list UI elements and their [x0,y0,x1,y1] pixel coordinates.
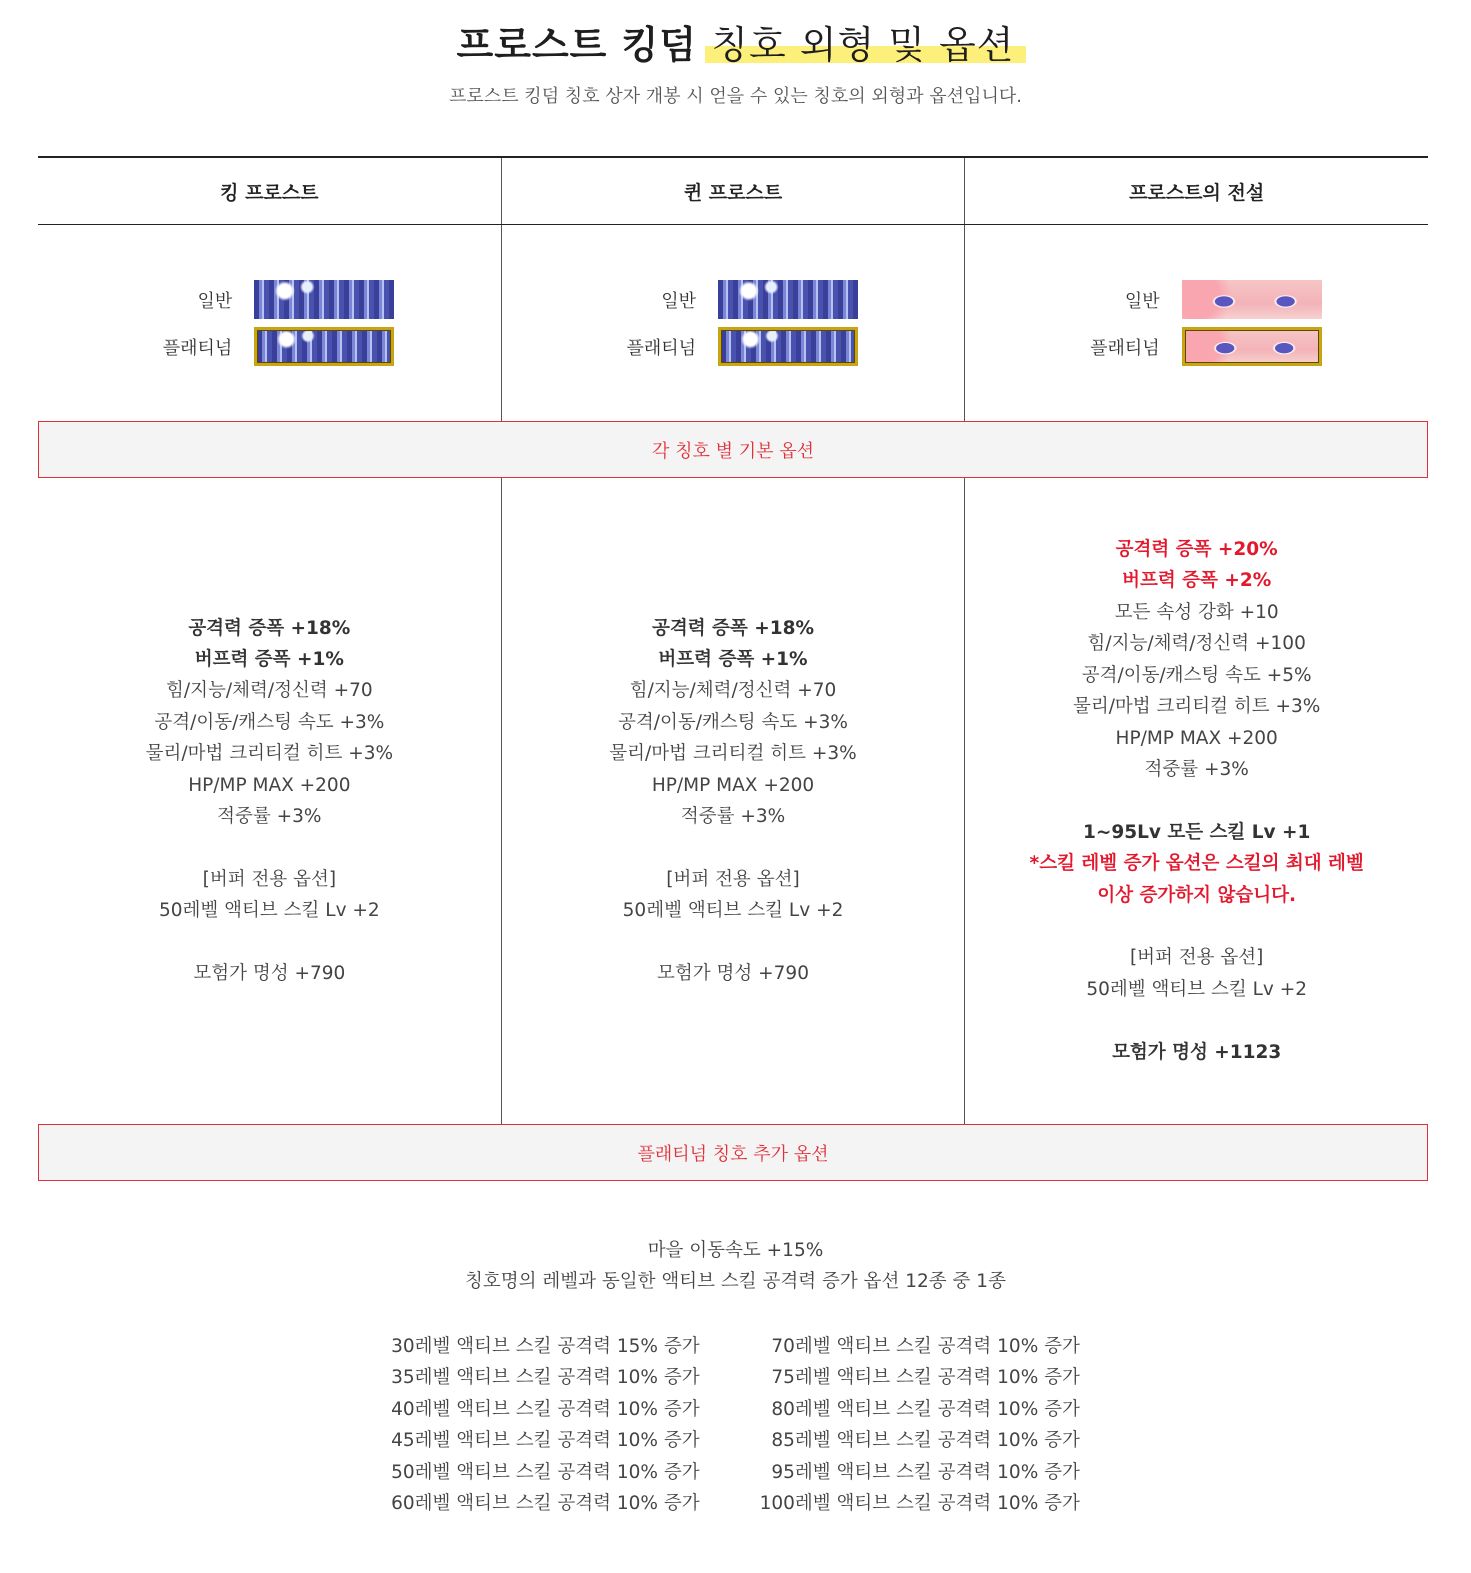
options-cell-legend [964,478,1428,1124]
list-item: 35레벨 액티브 스킬 공격력 10% 증가 [391,1367,700,1389]
normal-label: 일반 [1124,290,1160,312]
queen-frost-platinum-image [718,327,858,366]
option-line: 버프력 증폭 +1% [194,648,344,670]
list-item: 50레벨 액티브 스킬 공격력 10% 증가 [391,1461,700,1483]
option-line: 50레벨 액티브 스킬 Lv +2 [622,900,844,922]
page-title-main: 프로스트 킹덤 [456,23,698,67]
option-line: 물리/마법 크리티컬 히트 +3% [145,743,394,765]
platinum-label: 플래티넘 [1090,337,1160,359]
option-line: 공격/이동/캐스팅 속도 +5% [1081,664,1312,686]
option-line: HP/MP MAX +200 [1115,727,1278,749]
list-item: 60레벨 액티브 스킬 공격력 10% 증가 [391,1493,700,1515]
platinum-options-section-bar: 플래티넘 칭호 추가 옵션 [38,1124,1428,1181]
appearance-normal [1082,280,1332,319]
list-item: 95레벨 액티브 스킬 공격력 10% 증가 [771,1461,1080,1483]
list-item: 70레벨 액티브 스킬 공격력 10% 증가 [771,1336,1080,1357]
table-header-row [38,156,1428,225]
appearance-platinum [618,327,868,366]
option-line: 적중률 +3% [680,806,786,828]
list-item: 75레벨 액티브 스킬 공격력 10% 증가 [771,1367,1080,1389]
option-line: 공격/이동/캐스팅 속도 +3% [618,711,848,733]
queen-frost-normal-image [718,280,858,319]
appearance-normal [154,280,404,319]
normal-label: 일반 [197,290,233,312]
skill-level-line: 1~95Lv 모든 스킬 Lv +1 [1082,821,1311,843]
option-line: HP/MP MAX +200 [188,774,351,796]
option-line: 힘/지능/체력/정신력 +70 [629,680,837,702]
buffer-options-title: [버퍼 전용 옵션] [1129,947,1264,969]
king-frost-platinum-image [254,327,394,366]
buffer-options-title: [버퍼 전용 옵션] [666,868,800,890]
fame-line: 모험가 명성 +790 [657,963,809,985]
list-item: 40레벨 액티브 스킬 공격력 10% 증가 [391,1398,700,1420]
option-line: 모든 속성 강화 +10 [1114,601,1279,623]
normal-label: 일반 [661,290,696,312]
skill-option-column-right [760,1331,1080,1519]
frost-legend-normal-image [1182,280,1322,319]
list-item: 80레벨 액티브 스킬 공격력 10% 증가 [771,1398,1080,1420]
skill-note-line: *스킬 레벨 증가 옵션은 스킬의 최대 레벨 [1029,853,1364,875]
frost-legend-platinum-image [1182,327,1322,366]
appearance-cell-king [38,225,501,421]
option-line: 공격력 증폭 +18% [188,617,351,639]
skill-option-column-left [391,1331,700,1519]
column-header-queen-frost: 퀸 프로스트 [501,158,965,224]
appearance-normal [618,280,868,319]
appearance-platinum [1082,327,1332,366]
platinum-option-line: 마을 이동속도 +15% [647,1240,824,1261]
options-row [38,478,1428,1124]
option-line: 50레벨 액티브 스킬 Lv +2 [1086,978,1308,1000]
king-frost-normal-image [254,280,394,319]
page-title-highlight: 칭호 외형 및 옵션 [711,14,1014,69]
list-item: 30레벨 액티브 스킬 공격력 15% 증가 [391,1336,700,1357]
page-subtitle: 프로스트 킹덤 칭호 상자 개봉 시 얻을 수 있는 칭호의 외형과 옵션입니다. [449,86,1022,107]
option-line: 버프력 증폭 +2% [1122,570,1272,592]
appearance-cell-legend [964,225,1428,421]
column-header-king-frost: 킹 프로스트 [220,181,319,204]
appearance-cell-queen [501,225,965,421]
basic-options-section-bar: 각 칭호 별 기본 옵션 [38,421,1428,478]
fame-line: 모험가 명성 +1123 [1112,1041,1282,1063]
list-item: 85레벨 액티브 스킬 공격력 10% 증가 [771,1430,1080,1452]
option-line: 50레벨 액티브 스킬 Lv +2 [158,900,380,922]
skill-note-line: 이상 증가하지 않습니다. [1097,884,1296,906]
skill-option-list [0,1331,1471,1519]
fame-line: 모험가 명성 +790 [193,963,346,985]
option-line: 물리/마법 크리티컬 히트 +3% [1072,696,1321,718]
page-title [0,14,1471,69]
platinum-label: 플래티넘 [162,337,233,359]
column-header-frost-legend: 프로스트의 전설 [964,158,1428,224]
option-line: 공격/이동/캐스팅 속도 +3% [154,711,385,733]
list-item: 100레벨 액티브 스킬 공격력 10% 증가 [759,1493,1080,1515]
platinum-label: 플래티넘 [626,337,696,359]
option-line: HP/MP MAX +200 [651,774,815,796]
option-line: 공격력 증폭 +18% [651,617,815,639]
title-options-table [38,156,1428,1181]
option-line: 적중률 +3% [217,806,322,828]
platinum-option-line: 칭호명의 레벨과 동일한 액티브 스킬 공격력 증가 옵션 12종 중 1종 [465,1271,1006,1292]
option-line: 힘/지능/체력/정신력 +70 [166,680,373,702]
option-line: 적중률 +3% [1144,758,1249,780]
option-line: 물리/마법 크리티컬 히트 +3% [609,743,857,765]
option-line: 공격력 증폭 +20% [1115,539,1278,561]
option-line: 버프력 증폭 +1% [658,648,808,670]
platinum-options-summary [0,1235,1471,1297]
options-cell-king [38,478,501,1124]
options-cell-queen [501,478,965,1124]
list-item: 45레벨 액티브 스킬 공격력 10% 증가 [391,1430,700,1452]
appearance-platinum [154,327,404,366]
buffer-options-title: [버퍼 전용 옵션] [202,868,337,890]
appearance-row [38,225,1428,421]
option-line: 힘/지능/체력/정신력 +100 [1087,633,1306,655]
